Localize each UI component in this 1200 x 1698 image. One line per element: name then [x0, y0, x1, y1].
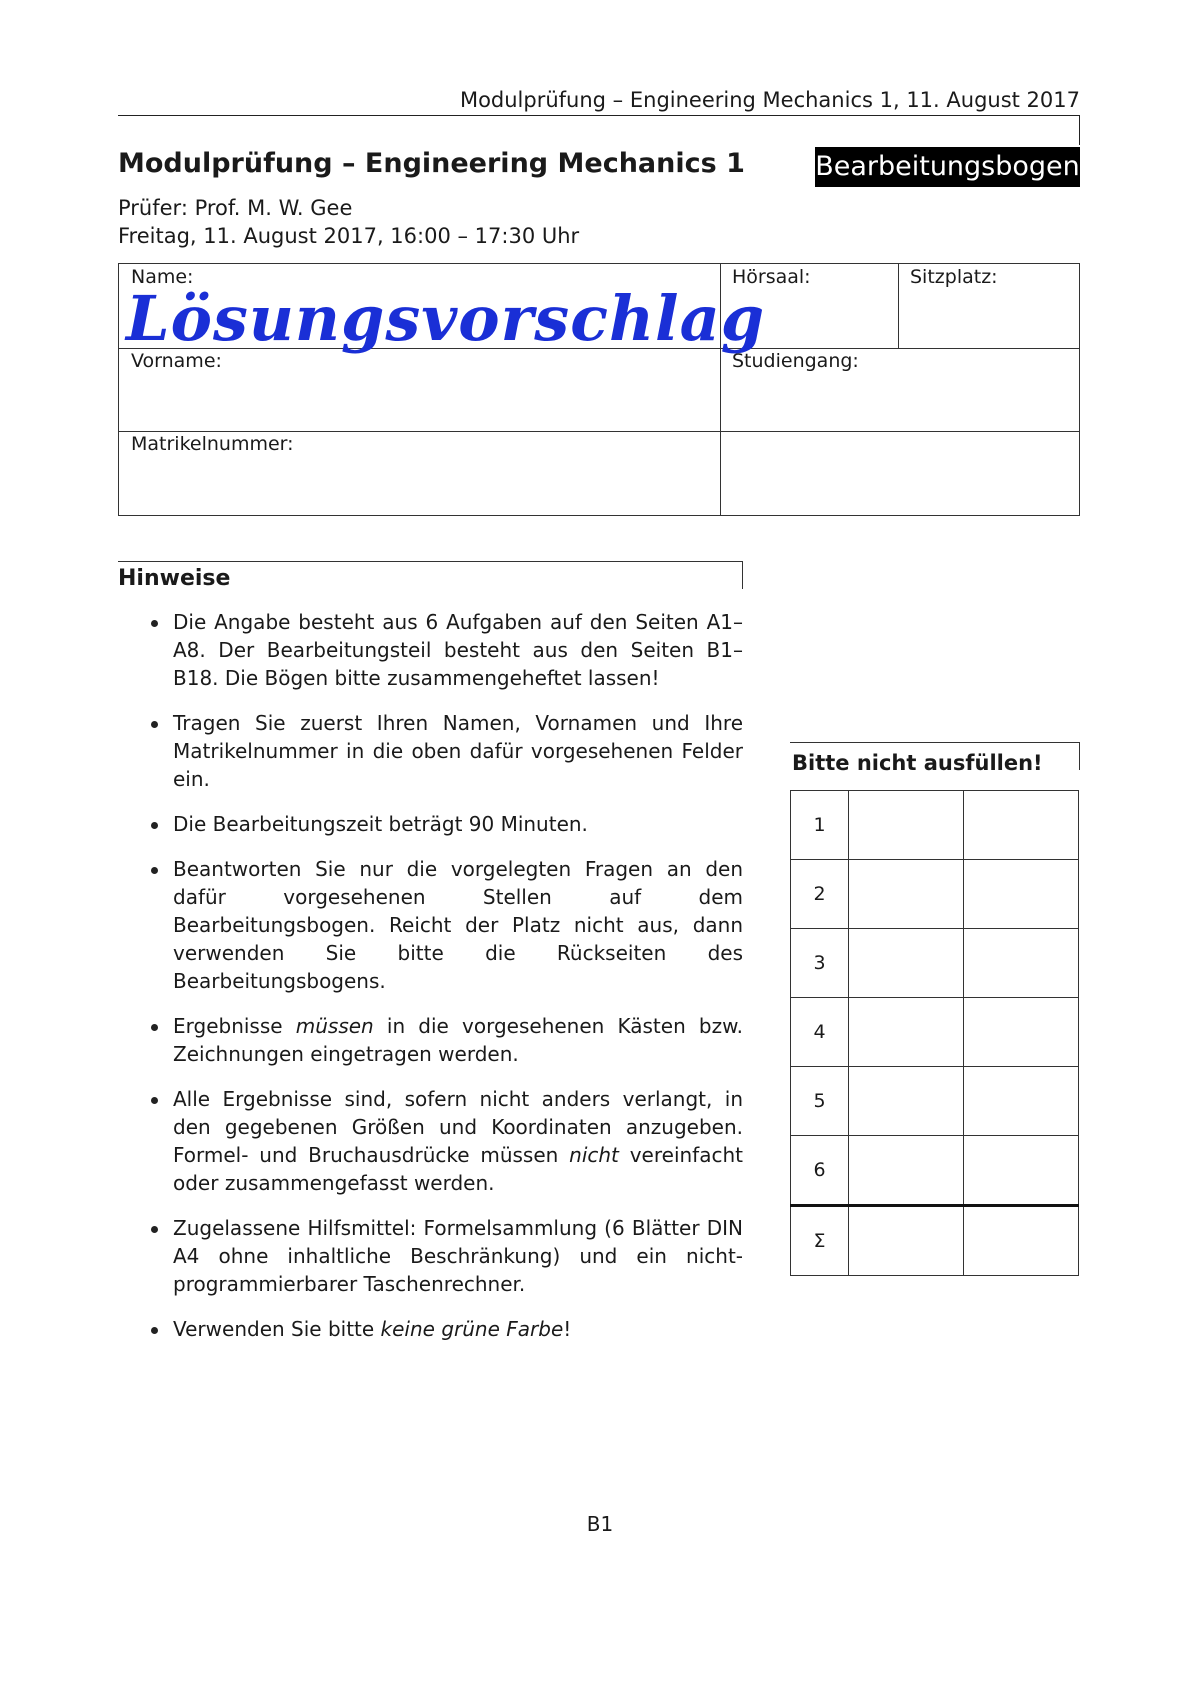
page-number: B1: [586, 1512, 614, 1536]
bullet-icon: [151, 867, 158, 874]
bullet-icon: [151, 1226, 158, 1233]
program-field-label: Studiengang:: [732, 350, 859, 372]
task-number: 4: [791, 998, 849, 1067]
name-field-label: Name:: [131, 266, 194, 288]
score-rule: [790, 742, 1080, 743]
score-rule-tick: [1079, 742, 1080, 770]
score-table: [790, 790, 1079, 1276]
score-row: [791, 1067, 1079, 1136]
hint-item: [118, 709, 743, 793]
hint-text: [173, 1014, 743, 1066]
bullet-icon: [151, 1097, 158, 1104]
bullet-icon: [151, 620, 158, 627]
score-cell: [849, 860, 964, 929]
task-number: 1: [791, 791, 849, 860]
score-cell: [964, 791, 1079, 860]
bullet-icon: [151, 1024, 158, 1031]
hint-text: Die Angabe besteht aus 6 Aufgaben auf den Seiten A1–A8. Der Bearbeitungsteil besteht aus den Seiten B1–B18. Die Bögen bitte zusammengeheftet lassen!: [173, 610, 743, 690]
hint-text: Die Bearbeitungszeit beträgt 90 Minuten.: [173, 812, 588, 836]
firstname-field-label: Vorname:: [131, 350, 222, 372]
hint-text-part: Ergebnisse: [173, 1014, 296, 1038]
task-number: 2: [791, 860, 849, 929]
hint-item: [118, 855, 743, 995]
hint-item: [118, 810, 743, 838]
matriculation-field-label: Matrikelnummer:: [131, 433, 294, 455]
score-cell: [849, 1067, 964, 1136]
score-row: [791, 929, 1079, 998]
header-rule: [118, 115, 1080, 116]
hints-rule-tick: [742, 561, 743, 589]
score-cell: [964, 1136, 1079, 1206]
hint-item: [118, 1012, 743, 1068]
score-cell: [964, 929, 1079, 998]
score-row: [791, 860, 1079, 929]
bullet-icon: [151, 721, 158, 728]
score-row: [791, 1136, 1079, 1206]
handwritten-annotation: Lösungsvorschlag: [126, 282, 766, 355]
hint-text-part: !: [563, 1317, 572, 1341]
task-number: 3: [791, 929, 849, 998]
hint-item: [118, 1085, 743, 1197]
seat-field-label: Sitzplatz:: [910, 266, 998, 288]
hint-text: [173, 1087, 743, 1195]
hint-text: Beantworten Sie nur die vorgelegten Fragen an den dafür vorgesehenen Stellen auf dem Bearbeitungsbogen. Reicht der Platz nicht aus, dann verwenden Sie bitte die Rückseiten des Bearbeitungsbogens.: [173, 857, 743, 993]
exam-date-line: Freitag, 11. August 2017, 16:00 – 17:30 Uhr: [118, 224, 580, 248]
score-cell: [964, 1206, 1079, 1276]
hints-heading: Hinweise: [118, 566, 231, 591]
task-number: 5: [791, 1067, 849, 1136]
sum-symbol: Σ: [791, 1206, 849, 1276]
hint-text-part: Verwenden Sie bitte: [173, 1317, 381, 1341]
score-cell: [849, 791, 964, 860]
hint-emphasis: nicht: [569, 1143, 619, 1167]
hint-item: [118, 608, 743, 692]
hints-rule: [118, 561, 743, 562]
hint-emphasis: müssen: [295, 1014, 374, 1038]
hint-text: [173, 1317, 571, 1341]
score-row: [791, 998, 1079, 1067]
form-col-divider-seat: [898, 264, 899, 348]
score-cell: [964, 998, 1079, 1067]
hint-emphasis: keine grüne Farbe: [380, 1317, 564, 1341]
score-cell: [849, 1136, 964, 1206]
score-cell: [849, 929, 964, 998]
score-cell: [849, 998, 964, 1067]
score-box-title: Bitte nicht ausfüllen!: [792, 751, 1043, 775]
hint-text-part: vereinfacht oder zusammengefasst werden.: [173, 1143, 743, 1195]
hints-list: [118, 608, 743, 1360]
hint-item: [118, 1214, 743, 1298]
score-cell: [849, 1206, 964, 1276]
score-cell: [964, 1067, 1079, 1136]
hint-text: Zugelassene Hilfsmittel: Formelsammlung (6 Blätter DIN A4 ohne inhaltliche Beschränkung) und ein nicht-programmierbarer Taschenrechner.: [173, 1216, 743, 1296]
running-header: Modulprüfung – Engineering Mechanics 1, 11. August 2017: [459, 88, 1080, 112]
hint-text-part: in die vorgesehenen Kästen bzw. Zeichnungen eingetragen werden.: [173, 1014, 743, 1066]
examiner-line: Prüfer: Prof. M. W. Gee: [118, 196, 353, 220]
bullet-icon: [151, 1327, 158, 1334]
sheet-type-badge: Bearbeitungsbogen: [815, 147, 1080, 187]
form-row-divider-2: [119, 431, 1079, 432]
hint-text: Tragen Sie zuerst Ihren Namen, Vornamen und Ihre Matrikelnummer in die oben dafür vorgesehenen Felder ein.: [173, 711, 743, 791]
score-cell: [964, 860, 1079, 929]
task-number: 6: [791, 1136, 849, 1206]
bullet-icon: [151, 822, 158, 829]
hint-item: [118, 1315, 743, 1343]
hint-text-part: Alle Ergebnisse sind, sofern nicht anders verlangt, in den gegebenen Größen und Koordinaten anzugeben. Formel- und Bruchausdrücke müssen: [173, 1087, 743, 1167]
header-rule-tick: [1079, 115, 1080, 145]
score-row: [791, 791, 1079, 860]
score-sum-row: [791, 1206, 1079, 1276]
document-title: Modulprüfung – Engineering Mechanics 1: [118, 148, 745, 179]
hall-field-label: Hörsaal:: [732, 266, 811, 288]
